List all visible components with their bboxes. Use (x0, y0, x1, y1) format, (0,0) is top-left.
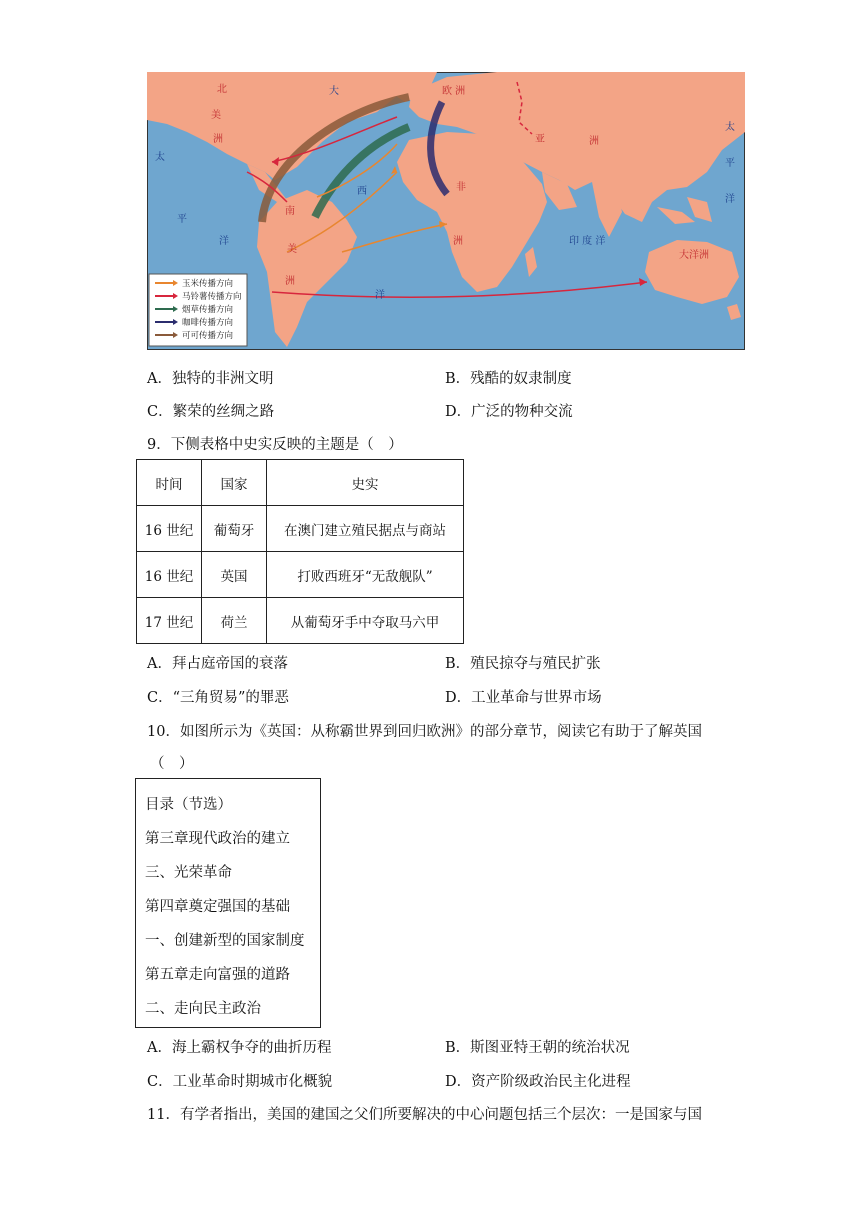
label-north-america-2: 美 (211, 110, 221, 121)
label-south-america-2: 美 (287, 244, 297, 255)
toc-line: 第四章奠定强国的基础 (145, 899, 290, 915)
legend-label: 玉米传播方向 (182, 279, 234, 289)
toc-line: 第五章走向富强的道路 (145, 967, 290, 983)
table-row (137, 552, 464, 598)
label-atlantic-1: 大 (329, 86, 339, 97)
table-cell: 16 世纪 (137, 506, 202, 552)
table-of-contents-box (135, 778, 321, 1028)
table-row (137, 506, 464, 552)
q9-option-c[interactable]: C．“三角贸易”的罪恶 (147, 690, 289, 706)
label-north-america-3: 洲 (213, 134, 223, 145)
table-cell: 打败西班牙“无敌舰队” (267, 552, 464, 598)
legend-label: 可可传播方向 (182, 331, 234, 341)
q8-option-b[interactable]: B．残酷的奴隶制度 (445, 371, 572, 387)
label-africa-2: 洲 (453, 236, 463, 247)
label-oceania: 大洋洲 (679, 250, 709, 261)
label-africa-1: 非 (456, 182, 466, 193)
label-pacific-east-2: 平 (725, 158, 735, 169)
table-header-fact: 史实 (267, 460, 464, 506)
table-cell: 16 世纪 (137, 552, 202, 598)
q9-option-d[interactable]: D．工业革命与世界市场 (445, 690, 602, 706)
table-cell: 从葡萄牙手中夺取马六甲 (267, 598, 464, 644)
label-europe: 欧 洲 (442, 86, 466, 97)
q9-option-a[interactable]: A．拜占庭帝国的衰落 (147, 656, 288, 672)
species-exchange-map (147, 72, 745, 350)
toc-line: 一、创建新型的国家制度 (145, 933, 305, 949)
label-pacific-east-1: 太 (725, 122, 735, 133)
q9-stem: 9．下侧表格中史实反映的主题是（ ） (147, 437, 403, 453)
label-pacific-east-3: 洋 (725, 194, 735, 205)
q10-option-a[interactable]: A．海上霸权争夺的曲折历程 (147, 1040, 332, 1056)
toc-line: 三、光荣革命 (145, 865, 232, 881)
q11-stem: 11．有学者指出，美国的建国之父们所要解决的中心问题包括三个层次：一是国家与国 (147, 1107, 702, 1123)
table-cell: 葡萄牙 (202, 506, 267, 552)
label-atlantic-3: 洋 (375, 290, 385, 301)
table-cell: 在澳门建立殖民据点与商站 (267, 506, 464, 552)
label-south-america-3: 洲 (285, 276, 295, 287)
toc-line: 二、走向民主政治 (145, 1001, 261, 1017)
map-legend (149, 274, 247, 346)
label-asia-1: 亚 (535, 134, 545, 145)
label-pacific-west-2: 平 (177, 214, 187, 225)
label-indian-ocean: 印 度 洋 (569, 236, 606, 247)
q8-option-a[interactable]: A．独特的非洲文明 (147, 371, 274, 387)
table-header-country: 国家 (202, 460, 267, 506)
q8-option-d[interactable]: D．广泛的物种交流 (445, 404, 573, 420)
q10-option-d[interactable]: D．资产阶级政治民主化进程 (445, 1074, 631, 1090)
label-north-america-1: 北 (217, 84, 227, 95)
q10-answer-paren: （ ） (150, 756, 194, 772)
label-atlantic-2: 西 (357, 186, 367, 197)
label-asia-2: 洲 (589, 136, 599, 147)
legend-label: 马铃薯传播方向 (182, 292, 242, 302)
label-south-america-1: 南 (285, 206, 295, 217)
table-cell: 17 世纪 (137, 598, 202, 644)
toc-title: 目录（节选） (145, 797, 232, 813)
toc-line: 第三章现代政治的建立 (145, 831, 290, 847)
table-row (137, 598, 464, 644)
q8-option-c[interactable]: C．繁荣的丝绸之路 (147, 404, 275, 420)
q10-option-c[interactable]: C．工业革命时期城市化概貌 (147, 1074, 333, 1090)
table-cell: 英国 (202, 552, 267, 598)
legend-label: 咖啡传播方向 (182, 318, 234, 328)
q10-option-b[interactable]: B．斯图亚特王朝的统治状况 (445, 1040, 630, 1056)
table-header-row (137, 460, 464, 506)
q9-option-b[interactable]: B．殖民掠夺与殖民扩张 (445, 656, 601, 672)
table-header-time: 时间 (137, 460, 202, 506)
label-pacific-west-1: 太 (155, 152, 165, 163)
history-facts-table (136, 459, 464, 644)
q10-stem: 10．如图所示为《英国：从称霸世界到回归欧洲》的部分章节，阅读它有助于了解英国 (147, 724, 702, 740)
label-pacific-west-3: 洋 (219, 236, 229, 247)
legend-label: 烟草传播方向 (182, 305, 234, 315)
table-cell: 荷兰 (202, 598, 267, 644)
